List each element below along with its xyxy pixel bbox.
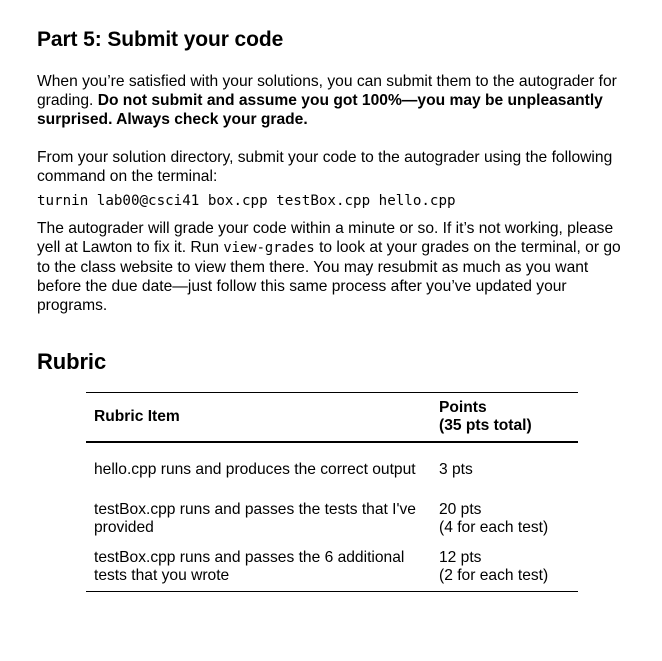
points-breakdown: (4 for each test) [439, 519, 549, 536]
submit-instructions: From your solution directory, submit your code to the autograder using the following command on the terminal: [37, 149, 613, 185]
table-row [86, 543, 578, 592]
table-row [86, 495, 578, 543]
grading-text-after: to look at your grades on the terminal, or go to the class website to view them there. You may resubmit as much as you want before the due date—just follow this same process after you’ve updated your programs. [37, 239, 621, 314]
grading-text-before: The autograder will grade your code within a minute or so. If it’s not working, please yell at Lawton to fix it. Run [37, 220, 614, 256]
points-cell [431, 495, 578, 543]
points-cell [431, 543, 578, 592]
points-header [431, 393, 578, 443]
grading-paragraph [37, 219, 633, 315]
rubric-item-cell: hello.cpp runs and produces the correct output [94, 461, 416, 478]
intro-warning: Do not submit and assume you got 100%—you may be unpleasantly surprised. Always check your grade. [37, 92, 603, 128]
points-header-line2: (35 pts total) [439, 417, 532, 434]
points-header-line1: Points [439, 399, 487, 416]
rubric-table [86, 392, 578, 592]
view-grades-command: view-grades [223, 240, 315, 256]
points-value: 20 pts [439, 501, 482, 518]
points-value: 3 pts [439, 461, 473, 478]
turnin-command: turnin lab00@csci41 box.cpp testBox.cpp hello.cpp [37, 193, 456, 209]
part5-heading: Part 5: Submit your code [37, 28, 284, 51]
rubric-item-cell: testBox.cpp runs and passes the 6 additional tests that you wrote [94, 549, 405, 584]
intro-paragraph [37, 72, 629, 129]
rubric-item-cell: testBox.cpp runs and passes the tests that I've provided [94, 501, 416, 536]
points-value: 12 pts [439, 549, 482, 566]
table-row [86, 442, 578, 495]
points-cell [431, 442, 578, 495]
rubric-header-row [86, 393, 578, 443]
rubric-heading: Rubric [37, 349, 107, 374]
intro-text: When you’re satisfied with your solutions, you can submit them to the autograder for grading. [37, 73, 617, 109]
rubric-item-header: Rubric Item [94, 408, 180, 425]
points-breakdown: (2 for each test) [439, 567, 549, 584]
